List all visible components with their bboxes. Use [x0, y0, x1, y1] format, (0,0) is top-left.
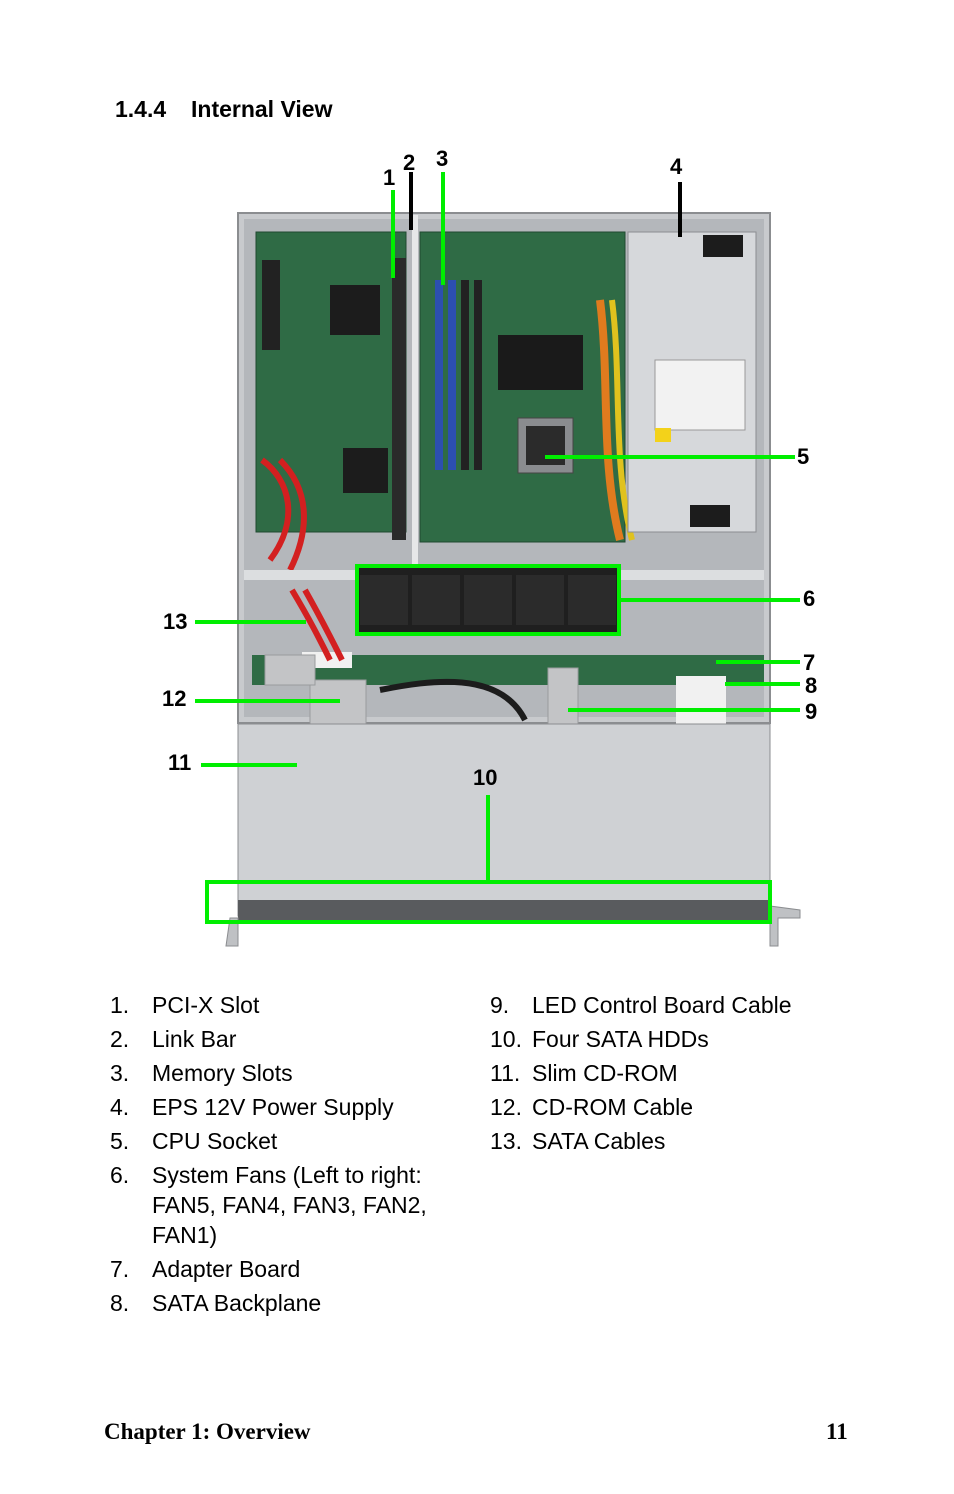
legend-text: System Fans (Left to right: FAN5, FAN4, FAN3, FAN2, FAN1): [152, 1162, 427, 1248]
legend-number: 2.: [110, 1026, 130, 1052]
legend-item: [490, 1058, 850, 1088]
callout-7: 7: [803, 650, 816, 675]
legend-number: 13.: [490, 1128, 522, 1154]
legend-number: 4.: [110, 1094, 130, 1120]
legend-text: Four SATA HDDs: [532, 1026, 709, 1052]
legend-number: 5.: [110, 1128, 130, 1154]
page-number: 11: [826, 1419, 848, 1444]
legend-left: [110, 990, 455, 1322]
legend-item: [110, 990, 455, 1020]
callout-5: 5: [797, 444, 810, 469]
legend-text: Memory Slots: [152, 1060, 293, 1086]
legend-number: 11.: [490, 1060, 521, 1086]
callout-4: 4: [670, 154, 683, 179]
section-number: 1.4.4: [115, 96, 167, 122]
legend-item: [110, 1126, 455, 1156]
legend-number: 12.: [490, 1094, 522, 1120]
legend-number: 7.: [110, 1256, 130, 1282]
legend-number: 3.: [110, 1060, 130, 1086]
legend-text: CPU Socket: [152, 1128, 278, 1154]
legend-text: SATA Cables: [532, 1128, 666, 1154]
legend-text: Link Bar: [152, 1026, 237, 1052]
legend-text: Adapter Board: [152, 1256, 301, 1282]
legend-text: SATA Backplane: [152, 1290, 322, 1316]
legend-text: Slim CD-ROM: [532, 1060, 678, 1086]
legend-number: 9.: [490, 992, 510, 1018]
callout-13: 13: [163, 609, 188, 634]
callout-6: 6: [803, 586, 816, 611]
legend-item: [110, 1058, 455, 1088]
legend-item: [490, 1024, 850, 1054]
legend-number: 8.: [110, 1290, 130, 1316]
legend-item: [110, 1254, 455, 1284]
legend-item: [110, 1160, 455, 1250]
callout-11: 11: [168, 750, 192, 775]
callout-8: 8: [805, 673, 818, 698]
legend-text: PCI-X Slot: [152, 992, 260, 1018]
footer-chapter: Chapter 1: Overview: [104, 1419, 311, 1444]
callout-12: 12: [162, 686, 187, 711]
legend-item: [490, 1126, 850, 1156]
legend-text: EPS 12V Power Supply: [152, 1094, 394, 1120]
legend-item: [490, 990, 850, 1020]
callout-9: 9: [805, 699, 818, 724]
legend-number: 1.: [110, 992, 130, 1018]
legend-number: 6.: [110, 1162, 130, 1188]
legend-item: [110, 1288, 455, 1318]
callout-10: 10: [473, 765, 498, 790]
legend-text: CD-ROM Cable: [532, 1094, 694, 1120]
callout-3: 3: [436, 146, 449, 171]
legend-item: [110, 1092, 455, 1122]
section-title: Internal View: [191, 96, 333, 122]
legend-item: [110, 1024, 455, 1054]
callout-1: 1: [383, 165, 396, 190]
legend-item: [490, 1092, 850, 1122]
legend-right: [490, 990, 850, 1160]
legend-text: LED Control Board Cable: [532, 992, 792, 1018]
callout-2: 2: [403, 150, 416, 175]
legend-number: 10.: [490, 1026, 522, 1052]
